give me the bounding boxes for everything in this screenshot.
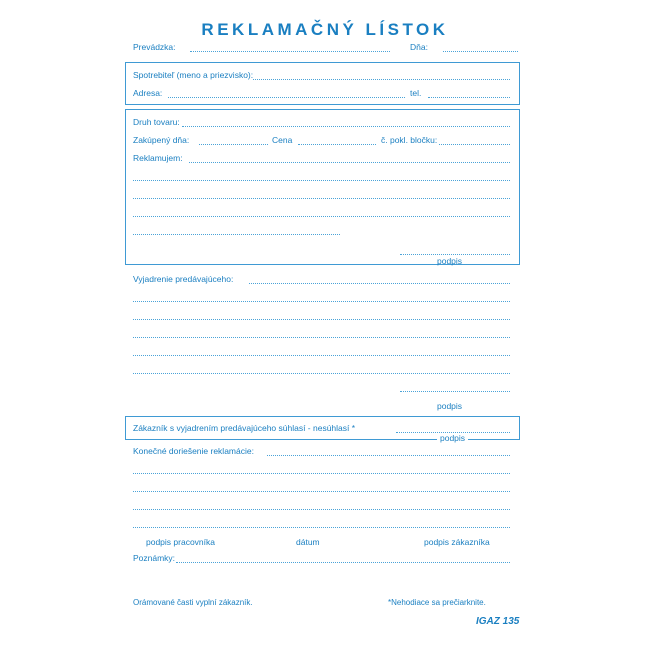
final-solution-line-5[interactable] bbox=[133, 527, 510, 528]
establishment-label: Prevádzka: bbox=[133, 42, 176, 52]
price-input[interactable] bbox=[298, 144, 376, 145]
claim-input-line-2[interactable] bbox=[133, 180, 510, 181]
date-input[interactable] bbox=[443, 51, 518, 52]
receipt-input[interactable] bbox=[439, 144, 510, 145]
notes-label: Poznámky: bbox=[133, 553, 176, 563]
price-label: Cena bbox=[272, 135, 293, 145]
establishment-input[interactable] bbox=[190, 51, 390, 52]
address-label: Adresa: bbox=[133, 88, 163, 98]
page-title: REKLAMAČNÝ LÍSTOK bbox=[201, 20, 449, 39]
phone-label: tel. bbox=[410, 88, 422, 98]
seller-statement-line-2[interactable] bbox=[133, 301, 510, 302]
final-date-label: dátum bbox=[296, 537, 320, 547]
purchased-input[interactable] bbox=[199, 144, 268, 145]
claim-label: Reklamujem: bbox=[133, 153, 183, 163]
seller-signature-line[interactable] bbox=[400, 391, 510, 392]
consumer-label: Spotrebiteľ (meno a priezvisko): bbox=[133, 70, 254, 80]
final-solution-line-2[interactable] bbox=[133, 473, 510, 474]
claim-signature-label: podpis bbox=[437, 256, 463, 266]
seller-statement-line-6[interactable] bbox=[133, 373, 510, 374]
worker-signature-label: podpis pracovníka bbox=[146, 537, 215, 547]
seller-statement-line-4[interactable] bbox=[133, 337, 510, 338]
footnote-left: Orámované časti vyplní zákazník. bbox=[133, 598, 253, 607]
final-solution-line-1[interactable] bbox=[267, 455, 510, 456]
claim-input-line-4[interactable] bbox=[133, 216, 510, 217]
purchased-label: Zakúpený dňa: bbox=[133, 135, 190, 145]
claim-input-line-3[interactable] bbox=[133, 198, 510, 199]
customer-box bbox=[125, 62, 520, 105]
final-solution-line-3[interactable] bbox=[133, 491, 510, 492]
goods-label: Druh tovaru: bbox=[133, 117, 180, 127]
final-solution-label: Konečné doriešenie reklamácie: bbox=[133, 446, 254, 456]
customer-signature-label: podpis zákazníka bbox=[424, 537, 490, 547]
consent-signature-label: podpis bbox=[437, 433, 468, 443]
address-input[interactable] bbox=[168, 97, 405, 98]
seller-statement-line-1[interactable] bbox=[249, 283, 510, 284]
goods-input[interactable] bbox=[182, 126, 510, 127]
seller-statement-label: Vyjadrenie predávajúceho: bbox=[133, 274, 234, 284]
consumer-input[interactable] bbox=[253, 79, 510, 80]
claim-box bbox=[125, 109, 520, 265]
footnote-right: *Nehodiace sa prečiarknite. bbox=[388, 598, 486, 607]
claim-signature-line[interactable] bbox=[400, 254, 510, 255]
claim-input-line-1[interactable] bbox=[189, 162, 510, 163]
date-label: Dňa: bbox=[410, 42, 428, 52]
seller-signature-label: podpis bbox=[437, 401, 463, 411]
claim-input-line-5[interactable] bbox=[133, 234, 340, 235]
receipt-label: č. pokl. bločku: bbox=[381, 135, 438, 145]
form-code: IGAZ 135 bbox=[476, 616, 520, 627]
notes-input-line-1[interactable] bbox=[176, 562, 510, 563]
seller-statement-line-5[interactable] bbox=[133, 355, 510, 356]
final-solution-line-4[interactable] bbox=[133, 509, 510, 510]
consent-label: Zákazník s vyjadrením predávajúceho súhlasí - nesúhlasí * bbox=[133, 423, 356, 433]
phone-input[interactable] bbox=[428, 97, 510, 98]
seller-statement-line-3[interactable] bbox=[133, 319, 510, 320]
